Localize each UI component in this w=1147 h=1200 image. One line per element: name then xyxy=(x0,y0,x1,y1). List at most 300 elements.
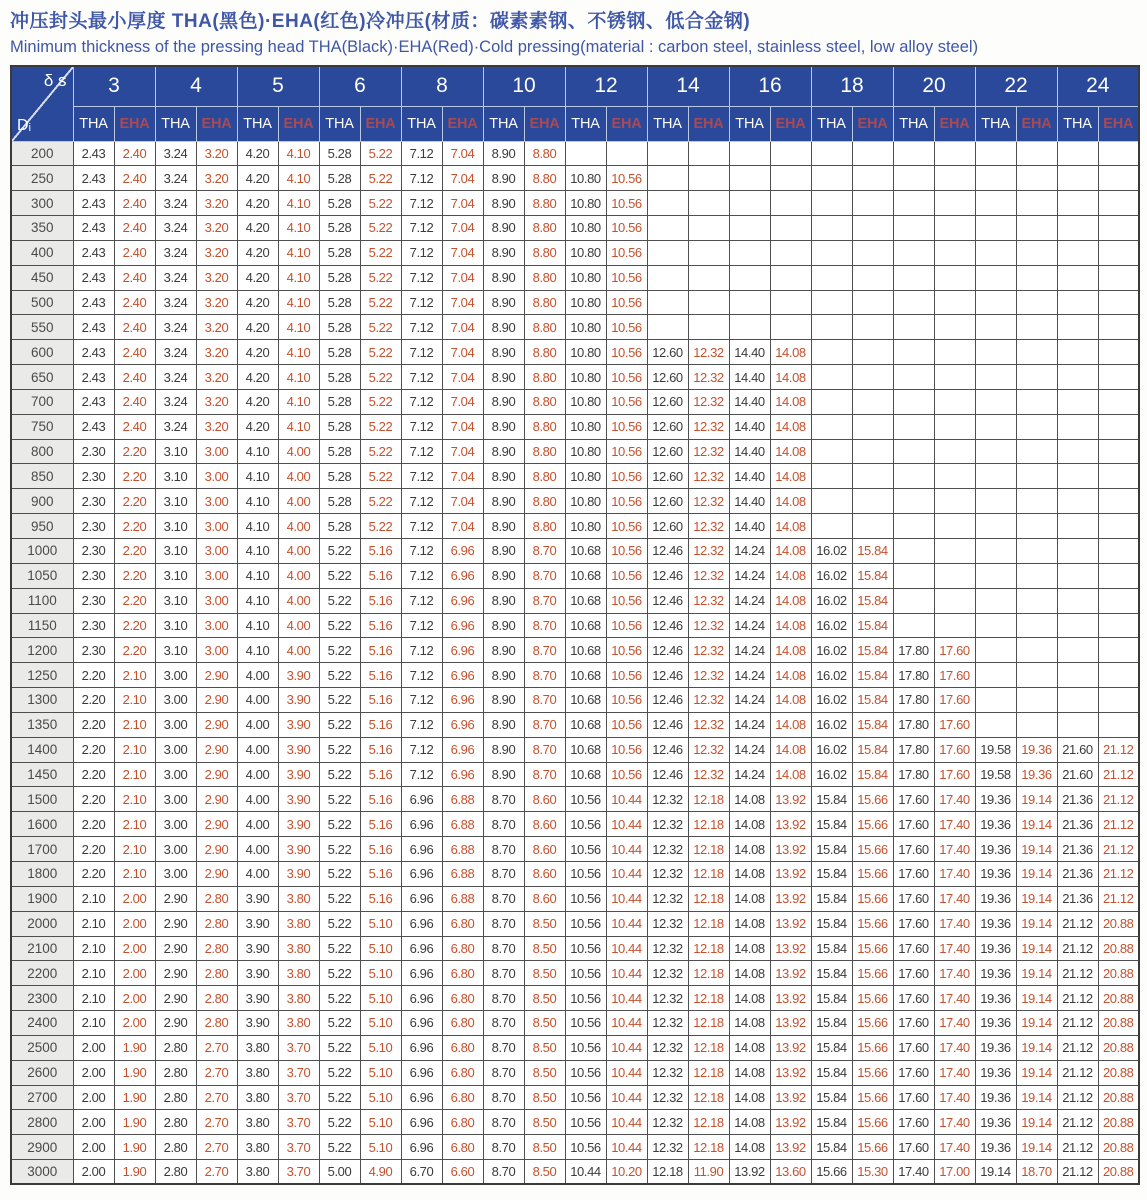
thickness-cell xyxy=(811,365,852,390)
thickness-cell: 21.12 xyxy=(1057,936,1098,961)
thickness-cell: 2.20 xyxy=(114,638,155,663)
thickness-cell: 12.46 xyxy=(647,737,688,762)
thickness-cell xyxy=(1016,712,1057,737)
table-row-di-1350 xyxy=(11,712,1139,737)
thickness-cell: 7.04 xyxy=(442,365,483,390)
thickness-cell: 17.40 xyxy=(934,886,975,911)
thickness-cell xyxy=(934,389,975,414)
di-cell: 3000 xyxy=(11,1160,73,1185)
di-cell: 1800 xyxy=(11,861,73,886)
di-cell: 2100 xyxy=(11,936,73,961)
thickness-cell: 2.80 xyxy=(155,1110,196,1135)
eha-header-cell: EHA xyxy=(1016,106,1057,141)
thickness-cell: 17.40 xyxy=(934,1110,975,1135)
thickness-cell xyxy=(852,514,893,539)
thickness-cell: 8.70 xyxy=(483,961,524,986)
thickness-cell: 5.22 xyxy=(360,489,401,514)
thickness-cell: 12.18 xyxy=(688,787,729,812)
thickness-cell xyxy=(1016,315,1057,340)
thickness-cell: 8.50 xyxy=(524,1160,565,1185)
thickness-cell: 2.80 xyxy=(196,911,237,936)
table-row-di-1300 xyxy=(11,688,1139,713)
thickness-cell: 6.80 xyxy=(442,1135,483,1160)
thickness-cell xyxy=(893,365,934,390)
thickness-cell: 6.60 xyxy=(442,1160,483,1185)
thickness-cell: 3.90 xyxy=(278,762,319,787)
thickness-cell: 14.40 xyxy=(729,389,770,414)
thickness-cell: 10.44 xyxy=(606,787,647,812)
thickness-cell: 13.92 xyxy=(770,961,811,986)
thickness-cell: 3.00 xyxy=(196,638,237,663)
thickness-cell: 14.24 xyxy=(729,712,770,737)
thickness-cell: 19.36 xyxy=(975,1035,1016,1060)
thickness-cell: 8.50 xyxy=(524,1060,565,1085)
thickness-cell: 4.20 xyxy=(237,166,278,191)
thickness-cell xyxy=(1098,141,1139,166)
thickness-cell: 12.32 xyxy=(647,787,688,812)
thickness-cell: 21.12 xyxy=(1057,1085,1098,1110)
thickness-cell: 2.00 xyxy=(114,1011,155,1036)
thickness-cell xyxy=(811,389,852,414)
thickness-cell: 6.80 xyxy=(442,1110,483,1135)
thickness-cell: 5.22 xyxy=(360,240,401,265)
eha-header-cell: EHA xyxy=(934,106,975,141)
thickness-cell: 14.08 xyxy=(770,365,811,390)
thickness-cell: 12.32 xyxy=(647,886,688,911)
thickness-cell: 7.04 xyxy=(442,141,483,166)
thickness-cell: 15.84 xyxy=(852,663,893,688)
thickness-cell: 7.12 xyxy=(401,489,442,514)
thickness-cell: 3.00 xyxy=(155,812,196,837)
thickness-cell xyxy=(1057,240,1098,265)
thickness-cell: 8.90 xyxy=(483,340,524,365)
thickness-cell: 6.88 xyxy=(442,861,483,886)
di-cell: 950 xyxy=(11,514,73,539)
thickness-cell xyxy=(1057,340,1098,365)
di-cell: 400 xyxy=(11,240,73,265)
thickness-cell: 21.60 xyxy=(1057,737,1098,762)
di-cell: 2200 xyxy=(11,961,73,986)
thickness-cell: 19.14 xyxy=(1016,886,1057,911)
thickness-cell: 14.40 xyxy=(729,514,770,539)
thickness-cell xyxy=(975,638,1016,663)
thickness-cell: 13.92 xyxy=(770,986,811,1011)
thickness-cell: 6.96 xyxy=(401,1135,442,1160)
thickness-cell: 3.00 xyxy=(196,563,237,588)
thickness-cell: 12.32 xyxy=(647,1011,688,1036)
thickness-cell: 8.80 xyxy=(524,240,565,265)
thickness-cell: 14.08 xyxy=(770,638,811,663)
thickness-cell: 2.20 xyxy=(114,489,155,514)
thickness-cell: 12.46 xyxy=(647,712,688,737)
thickness-cell: 10.56 xyxy=(565,886,606,911)
thickness-cell xyxy=(1057,563,1098,588)
thickness-cell: 6.88 xyxy=(442,886,483,911)
thickness-cell xyxy=(934,340,975,365)
thickness-cell: 3.24 xyxy=(155,414,196,439)
thickness-cell: 8.70 xyxy=(524,539,565,564)
thickness-cell: 2.40 xyxy=(114,216,155,241)
thickness-cell xyxy=(975,588,1016,613)
thickness-cell xyxy=(852,464,893,489)
thickness-cell: 8.60 xyxy=(524,787,565,812)
page-title-zh: 冲压封头最小厚度 THA(黑色)·EHA(红色)冷冲压(材质：碳素素钢、不锈钢、低合金钢) xyxy=(10,11,751,32)
thickness-cell: 19.36 xyxy=(1016,737,1057,762)
eha-header-cell: EHA xyxy=(688,106,729,141)
thickness-cell: 2.70 xyxy=(196,1085,237,1110)
table-row-di-850 xyxy=(11,464,1139,489)
thickness-cell: 12.32 xyxy=(647,911,688,936)
thickness-cell: 15.66 xyxy=(852,812,893,837)
thickness-cell: 3.24 xyxy=(155,240,196,265)
thickness-cell: 19.36 xyxy=(975,986,1016,1011)
thickness-cell xyxy=(1098,514,1139,539)
thickness-cell: 21.12 xyxy=(1057,1135,1098,1160)
thickness-cell xyxy=(852,365,893,390)
thickness-cell: 4.00 xyxy=(237,861,278,886)
delta-s-label: δ s xyxy=(43,71,67,90)
thickness-cell: 2.00 xyxy=(73,1085,114,1110)
thickness-cell xyxy=(1057,613,1098,638)
thickness-cell: 19.36 xyxy=(975,1085,1016,1110)
thickness-cell: 10.56 xyxy=(565,1135,606,1160)
thickness-cell: 8.80 xyxy=(524,489,565,514)
thickness-cell: 5.10 xyxy=(360,936,401,961)
size-header-cell-24: 24 xyxy=(1057,66,1139,106)
thickness-cell: 5.16 xyxy=(360,539,401,564)
thickness-cell: 17.60 xyxy=(893,886,934,911)
thickness-cell: 2.00 xyxy=(73,1060,114,1085)
thickness-cell: 6.80 xyxy=(442,936,483,961)
thickness-cell: 2.10 xyxy=(114,663,155,688)
thickness-cell xyxy=(975,240,1016,265)
thickness-cell xyxy=(811,414,852,439)
thickness-cell: 10.56 xyxy=(606,563,647,588)
thickness-cell: 8.80 xyxy=(524,216,565,241)
thickness-cell: 8.80 xyxy=(524,365,565,390)
thickness-cell: 7.12 xyxy=(401,688,442,713)
thickness-cell xyxy=(934,290,975,315)
thickness-cell: 2.00 xyxy=(73,1035,114,1060)
thickness-cell: 7.12 xyxy=(401,737,442,762)
thickness-cell xyxy=(975,191,1016,216)
thickness-cell xyxy=(647,191,688,216)
thickness-cell: 15.66 xyxy=(852,936,893,961)
thickness-cell: 3.00 xyxy=(196,464,237,489)
thickness-cell: 14.08 xyxy=(729,1135,770,1160)
thickness-cell: 4.10 xyxy=(237,613,278,638)
thickness-cell: 6.80 xyxy=(442,961,483,986)
thickness-cell: 7.12 xyxy=(401,638,442,663)
thickness-cell: 15.84 xyxy=(852,712,893,737)
thickness-cell xyxy=(1016,613,1057,638)
thickness-cell: 17.40 xyxy=(934,861,975,886)
thickness-cell: 2.30 xyxy=(73,539,114,564)
thickness-cell xyxy=(893,439,934,464)
thickness-cell: 5.22 xyxy=(319,663,360,688)
thickness-cell: 17.60 xyxy=(934,663,975,688)
thickness-cell: 14.08 xyxy=(729,861,770,886)
thickness-cell: 2.70 xyxy=(196,1110,237,1135)
thickness-cell: 3.20 xyxy=(196,414,237,439)
size-header-cell-14: 14 xyxy=(647,66,729,106)
thickness-cell: 3.24 xyxy=(155,265,196,290)
thickness-cell: 17.60 xyxy=(934,737,975,762)
thickness-cell: 12.46 xyxy=(647,638,688,663)
thickness-cell: 7.04 xyxy=(442,290,483,315)
thickness-cell xyxy=(729,216,770,241)
thickness-cell xyxy=(1098,265,1139,290)
thickness-cell: 2.80 xyxy=(155,1160,196,1185)
thickness-cell: 17.60 xyxy=(934,688,975,713)
thickness-cell: 2.90 xyxy=(196,737,237,762)
thickness-cell: 3.90 xyxy=(237,961,278,986)
thickness-cell xyxy=(1098,389,1139,414)
tha-header-cell: THA xyxy=(1057,106,1098,141)
thickness-cell: 12.32 xyxy=(647,1085,688,1110)
thickness-cell: 12.46 xyxy=(647,539,688,564)
thickness-cell: 5.16 xyxy=(360,737,401,762)
thickness-cell: 21.36 xyxy=(1057,837,1098,862)
thickness-cell: 6.88 xyxy=(442,837,483,862)
thickness-cell: 3.24 xyxy=(155,191,196,216)
thickness-cell: 8.90 xyxy=(483,737,524,762)
thickness-cell: 8.70 xyxy=(483,812,524,837)
thickness-cell: 20.88 xyxy=(1098,1035,1139,1060)
eha-header-cell: EHA xyxy=(1098,106,1139,141)
thickness-cell: 15.66 xyxy=(852,1085,893,1110)
thickness-cell: 3.80 xyxy=(278,961,319,986)
thickness-cell: 3.00 xyxy=(196,539,237,564)
thickness-cell: 4.10 xyxy=(237,464,278,489)
thickness-cell: 2.40 xyxy=(114,265,155,290)
thickness-cell: 14.08 xyxy=(729,886,770,911)
thickness-cell xyxy=(934,216,975,241)
thickness-cell: 15.66 xyxy=(811,1160,852,1185)
thickness-cell: 13.92 xyxy=(770,812,811,837)
thickness-cell xyxy=(934,439,975,464)
thickness-cell xyxy=(1016,240,1057,265)
thickness-cell: 6.96 xyxy=(401,812,442,837)
thickness-cell: 15.66 xyxy=(852,1011,893,1036)
thickness-cell xyxy=(975,141,1016,166)
thickness-cell: 7.04 xyxy=(442,439,483,464)
thickness-cell: 5.22 xyxy=(319,787,360,812)
thickness-cell: 8.80 xyxy=(524,265,565,290)
thickness-cell: 6.80 xyxy=(442,1035,483,1060)
thickness-cell: 2.10 xyxy=(114,812,155,837)
thickness-cell: 8.50 xyxy=(524,1011,565,1036)
thickness-cell: 12.46 xyxy=(647,663,688,688)
thickness-cell xyxy=(1098,340,1139,365)
thickness-cell: 7.04 xyxy=(442,414,483,439)
thickness-cell: 2.80 xyxy=(196,961,237,986)
thickness-cell: 15.84 xyxy=(811,812,852,837)
thickness-cell: 8.50 xyxy=(524,936,565,961)
di-cell: 700 xyxy=(11,389,73,414)
thickness-cell: 17.60 xyxy=(893,861,934,886)
di-cell: 1300 xyxy=(11,688,73,713)
thickness-cell: 15.84 xyxy=(852,737,893,762)
thickness-cell: 17.80 xyxy=(893,638,934,663)
thickness-cell: 6.88 xyxy=(442,787,483,812)
thickness-cell xyxy=(893,315,934,340)
thickness-cell xyxy=(975,216,1016,241)
thickness-cell: 8.70 xyxy=(483,837,524,862)
di-cell: 2800 xyxy=(11,1110,73,1135)
thickness-cell xyxy=(811,240,852,265)
thickness-cell: 17.60 xyxy=(893,812,934,837)
thickness-cell: 4.00 xyxy=(278,514,319,539)
thickness-cell: 10.44 xyxy=(606,1060,647,1085)
thickness-cell: 8.50 xyxy=(524,961,565,986)
di-cell: 1050 xyxy=(11,563,73,588)
page-title-en: Minimum thickness of the pressing head THA(Black)·EHA(Red)·Cold pressing(material : carbon steel, stainless steel, low alloy steel) xyxy=(10,38,979,56)
thickness-cell: 8.80 xyxy=(524,315,565,340)
thickness-cell: 5.22 xyxy=(360,464,401,489)
thickness-cell: 3.90 xyxy=(278,663,319,688)
thickness-cell: 10.44 xyxy=(606,936,647,961)
thickness-cell xyxy=(1098,688,1139,713)
thickness-cell: 10.68 xyxy=(565,613,606,638)
thickness-cell: 19.58 xyxy=(975,737,1016,762)
thickness-cell xyxy=(1098,315,1139,340)
thickness-cell xyxy=(688,216,729,241)
thickness-cell: 19.14 xyxy=(1016,812,1057,837)
thickness-cell: 6.80 xyxy=(442,1060,483,1085)
thickness-cell: 3.20 xyxy=(196,290,237,315)
thickness-cell: 5.16 xyxy=(360,638,401,663)
thickness-cell: 5.22 xyxy=(360,290,401,315)
thickness-cell: 2.43 xyxy=(73,265,114,290)
eha-header-cell: EHA xyxy=(360,106,401,141)
thickness-cell: 14.08 xyxy=(729,1035,770,1060)
thickness-cell: 8.70 xyxy=(524,588,565,613)
thickness-cell xyxy=(1098,613,1139,638)
thickness-cell: 14.08 xyxy=(770,712,811,737)
thickness-cell: 10.56 xyxy=(606,389,647,414)
thickness-cell: 5.22 xyxy=(360,216,401,241)
thickness-cell: 12.32 xyxy=(647,812,688,837)
thickness-cell: 3.10 xyxy=(155,514,196,539)
table-row-di-1000 xyxy=(11,539,1139,564)
thickness-cell: 10.56 xyxy=(606,216,647,241)
thickness-cell xyxy=(893,464,934,489)
thickness-cell: 6.80 xyxy=(442,1011,483,1036)
thickness-cell xyxy=(934,464,975,489)
thickness-cell: 5.28 xyxy=(319,240,360,265)
thickness-cell: 21.12 xyxy=(1098,886,1139,911)
thickness-cell: 5.16 xyxy=(360,812,401,837)
thickness-cell: 8.70 xyxy=(483,1011,524,1036)
thickness-cell: 5.22 xyxy=(319,712,360,737)
thickness-cell: 8.70 xyxy=(483,787,524,812)
thickness-cell: 5.22 xyxy=(319,1085,360,1110)
thickness-cell: 10.56 xyxy=(606,613,647,638)
thickness-cell: 5.22 xyxy=(319,961,360,986)
thickness-cell xyxy=(1057,315,1098,340)
table-row-di-600 xyxy=(11,340,1139,365)
thickness-cell: 10.56 xyxy=(606,539,647,564)
thickness-cell: 15.84 xyxy=(852,762,893,787)
eha-header-cell: EHA xyxy=(278,106,319,141)
thickness-cell: 17.80 xyxy=(893,663,934,688)
thickness-cell: 14.24 xyxy=(729,539,770,564)
thickness-cell: 10.80 xyxy=(565,290,606,315)
thickness-cell: 4.10 xyxy=(278,290,319,315)
thickness-cell: 8.90 xyxy=(483,439,524,464)
thickness-cell xyxy=(811,216,852,241)
thickness-cell: 3.80 xyxy=(278,886,319,911)
table-row-di-300 xyxy=(11,191,1139,216)
thickness-cell: 5.28 xyxy=(319,141,360,166)
thickness-cell: 8.90 xyxy=(483,141,524,166)
thickness-cell xyxy=(729,166,770,191)
thickness-cell xyxy=(1016,141,1057,166)
thickness-cell xyxy=(1016,389,1057,414)
thickness-cell: 12.32 xyxy=(647,961,688,986)
thickness-cell: 2.70 xyxy=(196,1160,237,1185)
thickness-cell: 6.96 xyxy=(401,1110,442,1135)
thickness-cell: 3.00 xyxy=(196,588,237,613)
di-cell: 1900 xyxy=(11,886,73,911)
thickness-cell: 12.60 xyxy=(647,414,688,439)
thickness-cell: 2.90 xyxy=(155,986,196,1011)
thickness-cell: 2.10 xyxy=(73,936,114,961)
thickness-cell: 10.44 xyxy=(565,1160,606,1185)
thickness-cell: 5.22 xyxy=(319,936,360,961)
thickness-cell: 5.28 xyxy=(319,315,360,340)
thickness-cell: 3.80 xyxy=(237,1060,278,1085)
thickness-cell xyxy=(1098,563,1139,588)
thickness-cell: 19.14 xyxy=(1016,787,1057,812)
thickness-cell: 4.00 xyxy=(237,762,278,787)
thickness-cell: 8.70 xyxy=(483,886,524,911)
thickness-cell: 3.00 xyxy=(196,613,237,638)
thickness-cell xyxy=(975,315,1016,340)
table-row-di-1900 xyxy=(11,886,1139,911)
thickness-cell: 6.96 xyxy=(442,663,483,688)
thickness-cell xyxy=(893,539,934,564)
thickness-cell xyxy=(729,290,770,315)
thickness-cell: 4.00 xyxy=(278,638,319,663)
thickness-cell: 2.40 xyxy=(114,290,155,315)
thickness-cell: 2.10 xyxy=(114,861,155,886)
thickness-cell: 15.84 xyxy=(811,1011,852,1036)
thickness-cell xyxy=(688,315,729,340)
thickness-cell: 17.60 xyxy=(893,936,934,961)
thickness-cell: 4.10 xyxy=(278,315,319,340)
thickness-cell xyxy=(647,240,688,265)
thickness-cell: 5.10 xyxy=(360,1060,401,1085)
thickness-cell: 4.20 xyxy=(237,365,278,390)
thickness-cell: 16.02 xyxy=(811,638,852,663)
thickness-cell: 3.80 xyxy=(237,1110,278,1135)
thickness-cell: 10.68 xyxy=(565,638,606,663)
thickness-cell: 3.24 xyxy=(155,290,196,315)
thickness-cell: 12.18 xyxy=(688,1085,729,1110)
thickness-cell: 20.88 xyxy=(1098,1135,1139,1160)
di-cell: 900 xyxy=(11,489,73,514)
thickness-cell: 7.12 xyxy=(401,166,442,191)
thickness-cell: 2.90 xyxy=(196,837,237,862)
thickness-cell: 8.70 xyxy=(483,986,524,1011)
thickness-cell: 4.20 xyxy=(237,340,278,365)
thickness-cell: 14.08 xyxy=(770,414,811,439)
thickness-cell: 10.44 xyxy=(606,961,647,986)
thickness-cell xyxy=(729,240,770,265)
thickness-cell: 5.22 xyxy=(360,166,401,191)
